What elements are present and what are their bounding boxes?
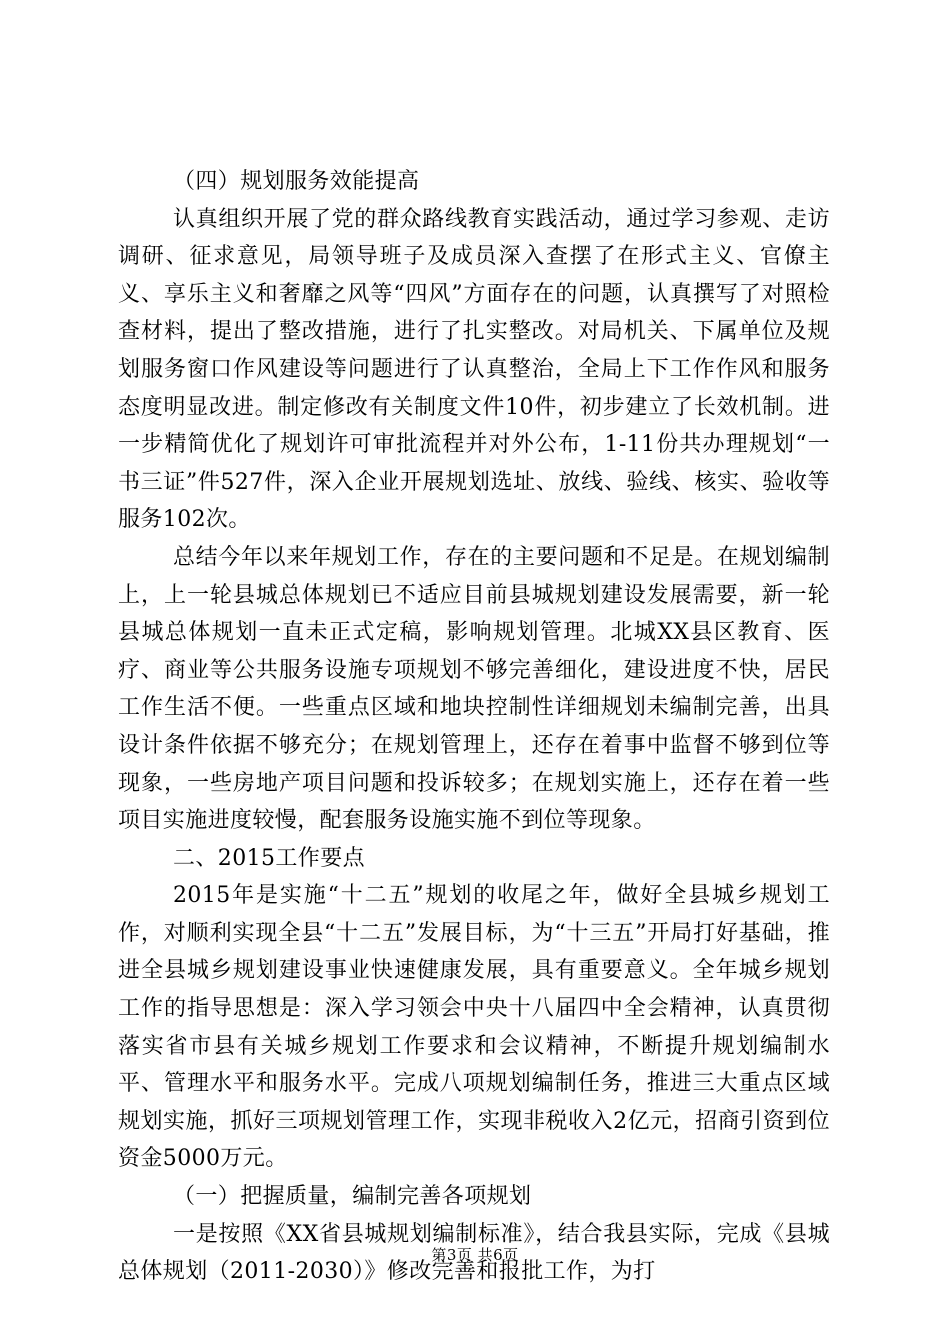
- paragraph-problems-summary: 总结今年以来年规划工作，存在的主要问题和不足是。在规划编制上，上一轮县城总体规划已不适应目前县城规划建设发展需要，新一轮县城总体规划一直未正式定稿，影响规划管理。北城XX县区教育、医疗、商业等公共服务设施专项规划不够完善细化，建设进度不快，居民工作生活不便。一些重点区域和地块控制性详细规划未编制完善，出具设计条件依据不够充分；在规划管理上，还存在着事中监督不够到位等现象，一些房地产项目问题和投诉较多；在规划实施上，还存在着一些项目实施进度较慢，配套服务设施实施不到位等现象。: [118, 544, 830, 834]
- section-heading-planning-service: （四）规划服务效能提高: [173, 169, 420, 194]
- paragraph-county-master-plan: 一是按照《XX省县城规划编制标准》，结合我县实际，完成《县城总体规划（2011-2030）》修改完善和报批工作，为打: [118, 1221, 830, 1285]
- document-body: [118, 163, 830, 1291]
- section-heading-quality-planning: （一）把握质量，编制完善各项规划: [173, 1184, 532, 1210]
- paragraph-mass-line-education: 认真组织开展了党的群众路线教育实践活动，通过学习参观、走访调研、征求意见，局领导班子及成员深入查摆了在形式主义、官僚主义、享乐主义和奢靡之风等“四风”方面存在的问题，认真撰写了对照检查材料，提出了整改措施，进行了扎实整改。对局机关、下属单位及规划服务窗口作风建设等问题进行了认真整治，全局上下工作作风和服务态度明显改进。制定修改有关制度文件10件，初步建立了长效机制。进一步精简优化了规划许可审批流程并对外公布，1-11份共办理规划“一书三证”件527件，深入企业开展规划选址、放线、验线、核实、验收等服务102次。: [118, 206, 830, 533]
- paragraph-2015-guiding-thought: 2015年是实施“十二五”规划的收尾之年，做好全县城乡规划工作，对顺利实现全县“十二五”发展目标，为“十三五”开局打好基础，推进全县城乡规划建设事业快速健康发展，具有重要意义。全年城乡规划工作的指导思想是：深入学习领会中央十八届四中全会精神，认真贯彻落实省市县有关城乡规划工作要求和会议精神，不断提升规划编制水平、管理水平和服务水平。完成八项规划编制任务，推进三大重点区域规划实施，抓好三项规划管理工作，实现非税收入2亿元，招商引资到位资金5000万元。: [118, 883, 830, 1172]
- section-heading-2015-work-points: 二、2015工作要点: [173, 845, 365, 871]
- page-footer: 第3页 共6页: [431, 1246, 519, 1264]
